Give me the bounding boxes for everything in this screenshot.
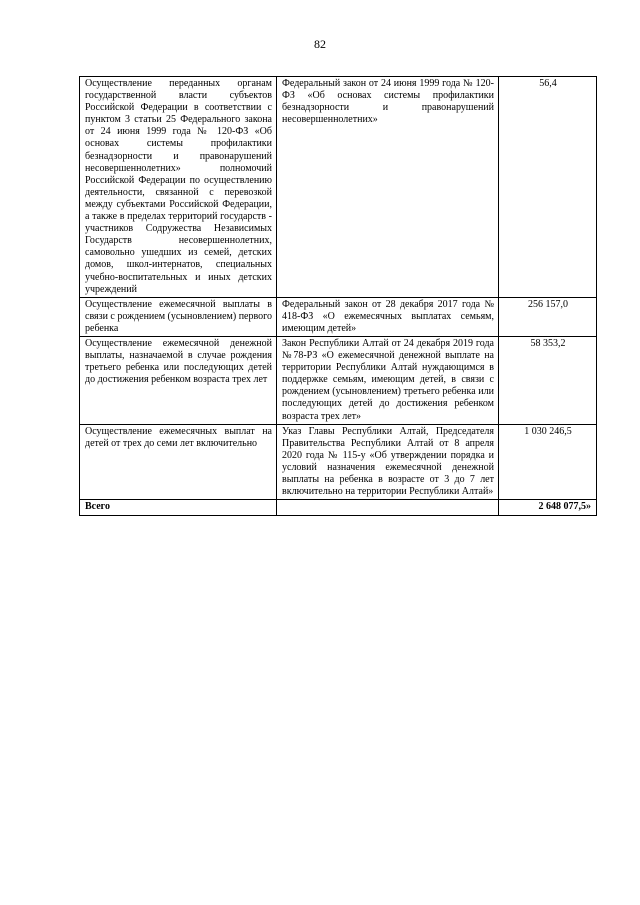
- table-row: [80, 424, 597, 500]
- activity-cell: Осуществление ежемесячной выплаты в связи с рождением (усыновлением) первого ребенка: [80, 297, 277, 336]
- activity-cell: Осуществление ежемесячных выплат на детей от трех до семи лет включительно: [80, 424, 277, 500]
- legal-basis-cell: Федеральный закон от 24 июня 1999 года № 120-ФЗ «Об основах системы профилактики безнадзорности и правонарушений несовершеннолетних»: [277, 77, 499, 298]
- expenditure-table: [79, 76, 597, 516]
- legal-basis-cell: Закон Республики Алтай от 24 декабря 2019 года №78-РЗ «О ежемесячной денежной выплате на территории Республики Алтай нуждающимся в поддержке семьям, имеющим детей, в связи с рождением (усыновлением) третьего ребенка или последующих детей до достижения ребенком возраста трех лет»: [277, 336, 499, 424]
- legal-basis-cell: Указ Главы Республики Алтай, Председателя Правительства Республики Алтай от 8 апреля 2020 года № 115-у «Об утверждении порядка и условий назначения ежемесячной денежной выплаты на ребенка в возрасте от 3 до 7 лет включительно на территории Республики Алтай»: [277, 424, 499, 500]
- total-empty-cell: [277, 500, 499, 516]
- table-row: [80, 77, 597, 298]
- legal-basis-cell: Федеральный закон от 28 декабря 2017 года № 418-ФЗ «О ежемесячных выплатах семьям, имеющим детей»: [277, 297, 499, 336]
- total-label: Всего: [80, 500, 277, 516]
- page-number: 82: [314, 37, 326, 51]
- activity-cell: Осуществление переданных органам государственной власти субъектов Российской Федерации в соответствии с пунктом 3 статьи 25 Федерального закона от 24 июня 1999 года № 120-ФЗ «Об основах системы профилактики безнадзорности и правонарушений несовершеннолетних» полномочий Российской Федерации по осуществлению деятельности, связанной с перевозкой между субъектами Российской Федерации, а также в пределах территорий государств - участников Содружества Независимых Государств несовершеннолетних, самовольно ушедших из семей, детских домов, школ-интернатов, специальных учебно-воспитательных и иных детских учреждений: [80, 77, 277, 298]
- total-row: [80, 500, 597, 516]
- amount-cell: 256 157,0: [499, 297, 597, 336]
- table-row: [80, 336, 597, 424]
- table-row: [80, 297, 597, 336]
- activity-cell: Осуществление ежемесячной денежной выплаты, назначаемой в случае рождения третьего ребенка или последующих детей до достижения ребенком возраста трех лет: [80, 336, 277, 424]
- amount-cell: 58 353,2: [499, 336, 597, 424]
- amount-cell: 56,4: [499, 77, 597, 298]
- total-amount: 2 648 077,5»: [499, 500, 597, 516]
- amount-cell: 1 030 246,5: [499, 424, 597, 500]
